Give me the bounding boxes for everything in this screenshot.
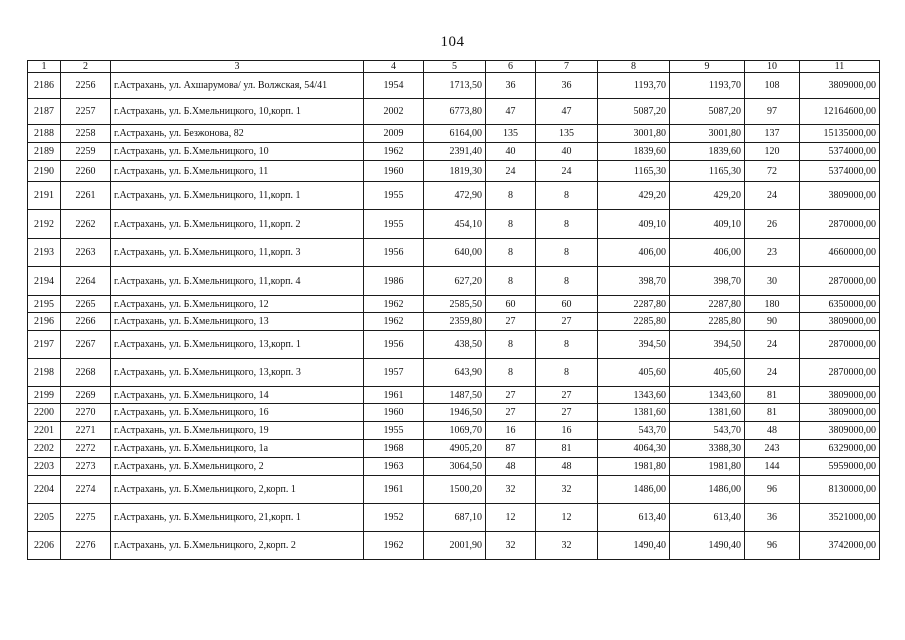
cell-record-number: 2265 (61, 296, 111, 313)
cell-row-number: 2193 (28, 239, 61, 267)
cell-year-built: 1961 (364, 476, 424, 504)
cell-address: г.Астрахань, ул. Б.Хмельницкого, 12 (111, 296, 364, 313)
cell-col-7-value: 12 (536, 504, 598, 532)
cell-col-8-value: 543,70 (598, 422, 670, 440)
cell-col-10-value: 108 (745, 73, 800, 99)
cell-address: г.Астрахань, ул. Б.Хмельницкого, 13,корп. 3 (111, 359, 364, 387)
cell-address: г.Астрахань, ул. Б.Хмельницкого, 19 (111, 422, 364, 440)
cell-col-6-value: 27 (486, 387, 536, 404)
cell-col-8-value: 2287,80 (598, 296, 670, 313)
cell-cost-value: 4660000,00 (800, 239, 880, 267)
cell-col-6-value: 32 (486, 476, 536, 504)
cell-row-number: 2201 (28, 422, 61, 440)
header-col-6: 6 (486, 61, 536, 73)
cell-col-7-value: 27 (536, 387, 598, 404)
table-row (28, 331, 880, 359)
cell-cost-value: 2870000,00 (800, 359, 880, 387)
cell-col-10-value: 96 (745, 532, 800, 560)
header-col-8: 8 (598, 61, 670, 73)
cell-record-number: 2276 (61, 532, 111, 560)
cell-address: г.Астрахань, ул. Б.Хмельницкого, 13 (111, 313, 364, 331)
cell-col-7-value: 81 (536, 440, 598, 458)
header-col-10: 10 (745, 61, 800, 73)
cell-col-8-value: 405,60 (598, 359, 670, 387)
cell-year-built: 2009 (364, 125, 424, 143)
cell-col-9-value: 429,20 (670, 182, 745, 210)
cell-col-9-value: 3001,80 (670, 125, 745, 143)
header-col-1: 1 (28, 61, 61, 73)
cell-col-9-value: 613,40 (670, 504, 745, 532)
cell-col-10-value: 96 (745, 476, 800, 504)
cell-col-7-value: 40 (536, 143, 598, 161)
cell-col-10-value: 243 (745, 440, 800, 458)
cell-col-6-value: 16 (486, 422, 536, 440)
cell-record-number: 2270 (61, 404, 111, 422)
cell-col-10-value: 137 (745, 125, 800, 143)
cell-row-number: 2204 (28, 476, 61, 504)
header-col-11: 11 (800, 61, 880, 73)
cell-col-8-value: 1381,60 (598, 404, 670, 422)
cell-year-built: 1962 (364, 143, 424, 161)
cell-col-9-value: 2287,80 (670, 296, 745, 313)
cell-col-9-value: 1381,60 (670, 404, 745, 422)
cell-col-8-value: 394,50 (598, 331, 670, 359)
cell-col-6-value: 36 (486, 73, 536, 99)
cell-row-number: 2203 (28, 458, 61, 476)
cell-col-9-value: 1981,80 (670, 458, 745, 476)
cell-record-number: 2268 (61, 359, 111, 387)
cell-col-6-value: 8 (486, 331, 536, 359)
cell-record-number: 2274 (61, 476, 111, 504)
table-row (28, 404, 880, 422)
cell-col-8-value: 429,20 (598, 182, 670, 210)
cell-address: г.Астрахань, ул. Б.Хмельницкого, 10 (111, 143, 364, 161)
header-col-7: 7 (536, 61, 598, 73)
cell-year-built: 1962 (364, 296, 424, 313)
cell-address: г.Астрахань, ул. Б.Хмельницкого, 11,корп. 2 (111, 210, 364, 239)
cell-address: г.Астрахань, ул. Б.Хмельницкого, 11,корп. 3 (111, 239, 364, 267)
table-row (28, 239, 880, 267)
cell-total-area: 438,50 (424, 331, 486, 359)
table-row (28, 422, 880, 440)
cell-row-number: 2195 (28, 296, 61, 313)
cell-cost-value: 12164600,00 (800, 99, 880, 125)
cell-total-area: 1500,20 (424, 476, 486, 504)
cell-total-area: 2359,80 (424, 313, 486, 331)
cell-record-number: 2259 (61, 143, 111, 161)
cell-row-number: 2198 (28, 359, 61, 387)
cell-row-number: 2194 (28, 267, 61, 296)
cell-year-built: 1957 (364, 359, 424, 387)
housing-table (27, 60, 880, 560)
cell-record-number: 2262 (61, 210, 111, 239)
table-row (28, 267, 880, 296)
cell-total-area: 627,20 (424, 267, 486, 296)
cell-col-6-value: 32 (486, 532, 536, 560)
cell-col-8-value: 1165,30 (598, 161, 670, 182)
cell-address: г.Астрахань, ул. Б.Хмельницкого, 11,корп. 1 (111, 182, 364, 210)
cell-col-10-value: 72 (745, 161, 800, 182)
cell-col-7-value: 8 (536, 239, 598, 267)
cell-cost-value: 2870000,00 (800, 267, 880, 296)
cell-total-area: 1819,30 (424, 161, 486, 182)
cell-total-area: 687,10 (424, 504, 486, 532)
cell-col-10-value: 144 (745, 458, 800, 476)
cell-year-built: 1968 (364, 440, 424, 458)
cell-col-9-value: 409,10 (670, 210, 745, 239)
cell-row-number: 2192 (28, 210, 61, 239)
cell-col-10-value: 24 (745, 182, 800, 210)
cell-record-number: 2257 (61, 99, 111, 125)
header-col-9: 9 (670, 61, 745, 73)
cell-address: г.Астрахань, ул. Б.Хмельницкого, 10,корп. 1 (111, 99, 364, 125)
cell-col-8-value: 406,00 (598, 239, 670, 267)
cell-total-area: 454,10 (424, 210, 486, 239)
cell-record-number: 2269 (61, 387, 111, 404)
cell-col-9-value: 1486,00 (670, 476, 745, 504)
cell-cost-value: 3809000,00 (800, 404, 880, 422)
cell-col-7-value: 8 (536, 182, 598, 210)
cell-col-9-value: 1343,60 (670, 387, 745, 404)
cell-row-number: 2190 (28, 161, 61, 182)
cell-col-9-value: 406,00 (670, 239, 745, 267)
cell-total-area: 643,90 (424, 359, 486, 387)
cell-address: г.Астрахань, ул. Б.Хмельницкого, 13,корп. 1 (111, 331, 364, 359)
cell-record-number: 2260 (61, 161, 111, 182)
cell-col-8-value: 5087,20 (598, 99, 670, 125)
cell-total-area: 1946,50 (424, 404, 486, 422)
cell-col-7-value: 8 (536, 359, 598, 387)
cell-col-7-value: 36 (536, 73, 598, 99)
cell-col-8-value: 409,10 (598, 210, 670, 239)
cell-record-number: 2272 (61, 440, 111, 458)
cell-record-number: 2258 (61, 125, 111, 143)
cell-col-7-value: 32 (536, 476, 598, 504)
table-row (28, 125, 880, 143)
cell-row-number: 2205 (28, 504, 61, 532)
cell-total-area: 4905,20 (424, 440, 486, 458)
cell-total-area: 472,90 (424, 182, 486, 210)
cell-col-9-value: 1839,60 (670, 143, 745, 161)
cell-col-8-value: 1981,80 (598, 458, 670, 476)
cell-col-7-value: 27 (536, 313, 598, 331)
cell-year-built: 1962 (364, 313, 424, 331)
cell-year-built: 1954 (364, 73, 424, 99)
cell-col-6-value: 87 (486, 440, 536, 458)
cell-year-built: 2002 (364, 99, 424, 125)
cell-record-number: 2261 (61, 182, 111, 210)
cell-row-number: 2196 (28, 313, 61, 331)
cell-cost-value: 3809000,00 (800, 313, 880, 331)
cell-year-built: 1960 (364, 404, 424, 422)
cell-col-8-value: 1343,60 (598, 387, 670, 404)
cell-col-7-value: 135 (536, 125, 598, 143)
cell-address: г.Астрахань, ул. Б.Хмельницкого, 11,корп. 4 (111, 267, 364, 296)
cell-year-built: 1962 (364, 532, 424, 560)
cell-year-built: 1960 (364, 161, 424, 182)
cell-col-8-value: 398,70 (598, 267, 670, 296)
cell-cost-value: 2870000,00 (800, 331, 880, 359)
cell-col-6-value: 8 (486, 182, 536, 210)
cell-address: г.Астрахань, ул. Ахшарумова/ ул. Волжская, 54/41 (111, 73, 364, 99)
cell-cost-value: 5374000,00 (800, 143, 880, 161)
cell-row-number: 2187 (28, 99, 61, 125)
cell-total-area: 6164,00 (424, 125, 486, 143)
cell-col-8-value: 2285,80 (598, 313, 670, 331)
table-row (28, 296, 880, 313)
cell-address: г.Астрахань, ул. Б.Хмельницкого, 2 (111, 458, 364, 476)
cell-cost-value: 3809000,00 (800, 73, 880, 99)
cell-row-number: 2191 (28, 182, 61, 210)
cell-address: г.Астрахань, ул. Б.Хмельницкого, 2,корп. 1 (111, 476, 364, 504)
cell-total-area: 1069,70 (424, 422, 486, 440)
cell-col-7-value: 48 (536, 458, 598, 476)
cell-address: г.Астрахань, ул. Б.Хмельницкого, 16 (111, 404, 364, 422)
cell-cost-value: 6350000,00 (800, 296, 880, 313)
cell-total-area: 2001,90 (424, 532, 486, 560)
cell-col-6-value: 12 (486, 504, 536, 532)
cell-col-10-value: 30 (745, 267, 800, 296)
table-row (28, 182, 880, 210)
cell-record-number: 2264 (61, 267, 111, 296)
header-col-2: 2 (61, 61, 111, 73)
cell-col-6-value: 47 (486, 99, 536, 125)
cell-col-9-value: 1165,30 (670, 161, 745, 182)
cell-cost-value: 3809000,00 (800, 387, 880, 404)
cell-col-9-value: 3388,30 (670, 440, 745, 458)
cell-col-6-value: 8 (486, 359, 536, 387)
cell-total-area: 1713,50 (424, 73, 486, 99)
cell-col-10-value: 24 (745, 359, 800, 387)
cell-address: г.Астрахань, ул. Безжонова, 82 (111, 125, 364, 143)
cell-col-7-value: 60 (536, 296, 598, 313)
cell-col-10-value: 36 (745, 504, 800, 532)
cell-col-10-value: 26 (745, 210, 800, 239)
cell-col-10-value: 97 (745, 99, 800, 125)
cell-col-10-value: 81 (745, 387, 800, 404)
cell-col-9-value: 5087,20 (670, 99, 745, 125)
cell-col-9-value: 394,50 (670, 331, 745, 359)
cell-col-7-value: 47 (536, 99, 598, 125)
cell-year-built: 1956 (364, 331, 424, 359)
cell-col-6-value: 60 (486, 296, 536, 313)
cell-cost-value: 3809000,00 (800, 182, 880, 210)
cell-address: г.Астрахань, ул. Б.Хмельницкого, 1а (111, 440, 364, 458)
cell-col-10-value: 24 (745, 331, 800, 359)
cell-col-8-value: 1486,00 (598, 476, 670, 504)
cell-col-10-value: 23 (745, 239, 800, 267)
cell-row-number: 2189 (28, 143, 61, 161)
cell-col-7-value: 8 (536, 210, 598, 239)
cell-address: г.Астрахань, ул. Б.Хмельницкого, 14 (111, 387, 364, 404)
cell-col-6-value: 27 (486, 313, 536, 331)
cell-year-built: 1955 (364, 182, 424, 210)
page-number: 104 (440, 34, 465, 50)
cell-col-7-value: 27 (536, 404, 598, 422)
table-row (28, 359, 880, 387)
cell-address: г.Астрахань, ул. Б.Хмельницкого, 21,корп. 1 (111, 504, 364, 532)
cell-row-number: 2186 (28, 73, 61, 99)
cell-cost-value: 3521000,00 (800, 504, 880, 532)
cell-year-built: 1955 (364, 422, 424, 440)
table-row (28, 532, 880, 560)
header-col-5: 5 (424, 61, 486, 73)
cell-col-6-value: 135 (486, 125, 536, 143)
cell-col-6-value: 48 (486, 458, 536, 476)
table-row (28, 99, 880, 125)
cell-total-area: 3064,50 (424, 458, 486, 476)
cell-record-number: 2266 (61, 313, 111, 331)
cell-record-number: 2271 (61, 422, 111, 440)
cell-cost-value: 5374000,00 (800, 161, 880, 182)
cell-col-6-value: 8 (486, 267, 536, 296)
cell-record-number: 2267 (61, 331, 111, 359)
cell-col-6-value: 8 (486, 210, 536, 239)
cell-cost-value: 3809000,00 (800, 422, 880, 440)
cell-col-8-value: 1490,40 (598, 532, 670, 560)
cell-row-number: 2199 (28, 387, 61, 404)
table-row (28, 476, 880, 504)
table-row (28, 504, 880, 532)
cell-year-built: 1952 (364, 504, 424, 532)
cell-col-10-value: 120 (745, 143, 800, 161)
cell-col-7-value: 16 (536, 422, 598, 440)
table-body (28, 73, 880, 560)
header-col-4: 4 (364, 61, 424, 73)
cell-cost-value: 5959000,00 (800, 458, 880, 476)
cell-cost-value: 8130000,00 (800, 476, 880, 504)
table-header-row (28, 61, 880, 73)
cell-cost-value: 2870000,00 (800, 210, 880, 239)
table-row (28, 161, 880, 182)
cell-col-10-value: 81 (745, 404, 800, 422)
cell-col-6-value: 27 (486, 404, 536, 422)
cell-col-9-value: 543,70 (670, 422, 745, 440)
cell-col-9-value: 1490,40 (670, 532, 745, 560)
table-row (28, 458, 880, 476)
cell-col-7-value: 8 (536, 267, 598, 296)
table-row (28, 73, 880, 99)
cell-address: г.Астрахань, ул. Б.Хмельницкого, 2,корп. 2 (111, 532, 364, 560)
cell-col-8-value: 4064,30 (598, 440, 670, 458)
cell-cost-value: 3742000,00 (800, 532, 880, 560)
cell-cost-value: 15135000,00 (800, 125, 880, 143)
cell-col-10-value: 48 (745, 422, 800, 440)
cell-address: г.Астрахань, ул. Б.Хмельницкого, 11 (111, 161, 364, 182)
cell-record-number: 2263 (61, 239, 111, 267)
cell-col-9-value: 405,60 (670, 359, 745, 387)
cell-cost-value: 6329000,00 (800, 440, 880, 458)
cell-col-8-value: 3001,80 (598, 125, 670, 143)
cell-record-number: 2275 (61, 504, 111, 532)
cell-col-7-value: 8 (536, 331, 598, 359)
cell-col-9-value: 2285,80 (670, 313, 745, 331)
cell-col-6-value: 24 (486, 161, 536, 182)
cell-year-built: 1955 (364, 210, 424, 239)
cell-col-7-value: 32 (536, 532, 598, 560)
cell-row-number: 2202 (28, 440, 61, 458)
table-row (28, 210, 880, 239)
table-row (28, 387, 880, 404)
cell-row-number: 2188 (28, 125, 61, 143)
cell-col-10-value: 180 (745, 296, 800, 313)
cell-year-built: 1956 (364, 239, 424, 267)
cell-col-9-value: 1193,70 (670, 73, 745, 99)
cell-year-built: 1961 (364, 387, 424, 404)
cell-year-built: 1963 (364, 458, 424, 476)
cell-record-number: 2273 (61, 458, 111, 476)
cell-row-number: 2206 (28, 532, 61, 560)
cell-col-9-value: 398,70 (670, 267, 745, 296)
table-row (28, 440, 880, 458)
cell-row-number: 2197 (28, 331, 61, 359)
cell-col-8-value: 1193,70 (598, 73, 670, 99)
cell-row-number: 2200 (28, 404, 61, 422)
cell-total-area: 2585,50 (424, 296, 486, 313)
header-col-3: 3 (111, 61, 364, 73)
cell-total-area: 6773,80 (424, 99, 486, 125)
cell-col-6-value: 8 (486, 239, 536, 267)
cell-total-area: 1487,50 (424, 387, 486, 404)
cell-col-8-value: 1839,60 (598, 143, 670, 161)
table-row (28, 143, 880, 161)
cell-total-area: 640,00 (424, 239, 486, 267)
cell-total-area: 2391,40 (424, 143, 486, 161)
cell-year-built: 1986 (364, 267, 424, 296)
cell-record-number: 2256 (61, 73, 111, 99)
table-row (28, 313, 880, 331)
cell-col-6-value: 40 (486, 143, 536, 161)
cell-col-8-value: 613,40 (598, 504, 670, 532)
cell-col-7-value: 24 (536, 161, 598, 182)
cell-col-10-value: 90 (745, 313, 800, 331)
